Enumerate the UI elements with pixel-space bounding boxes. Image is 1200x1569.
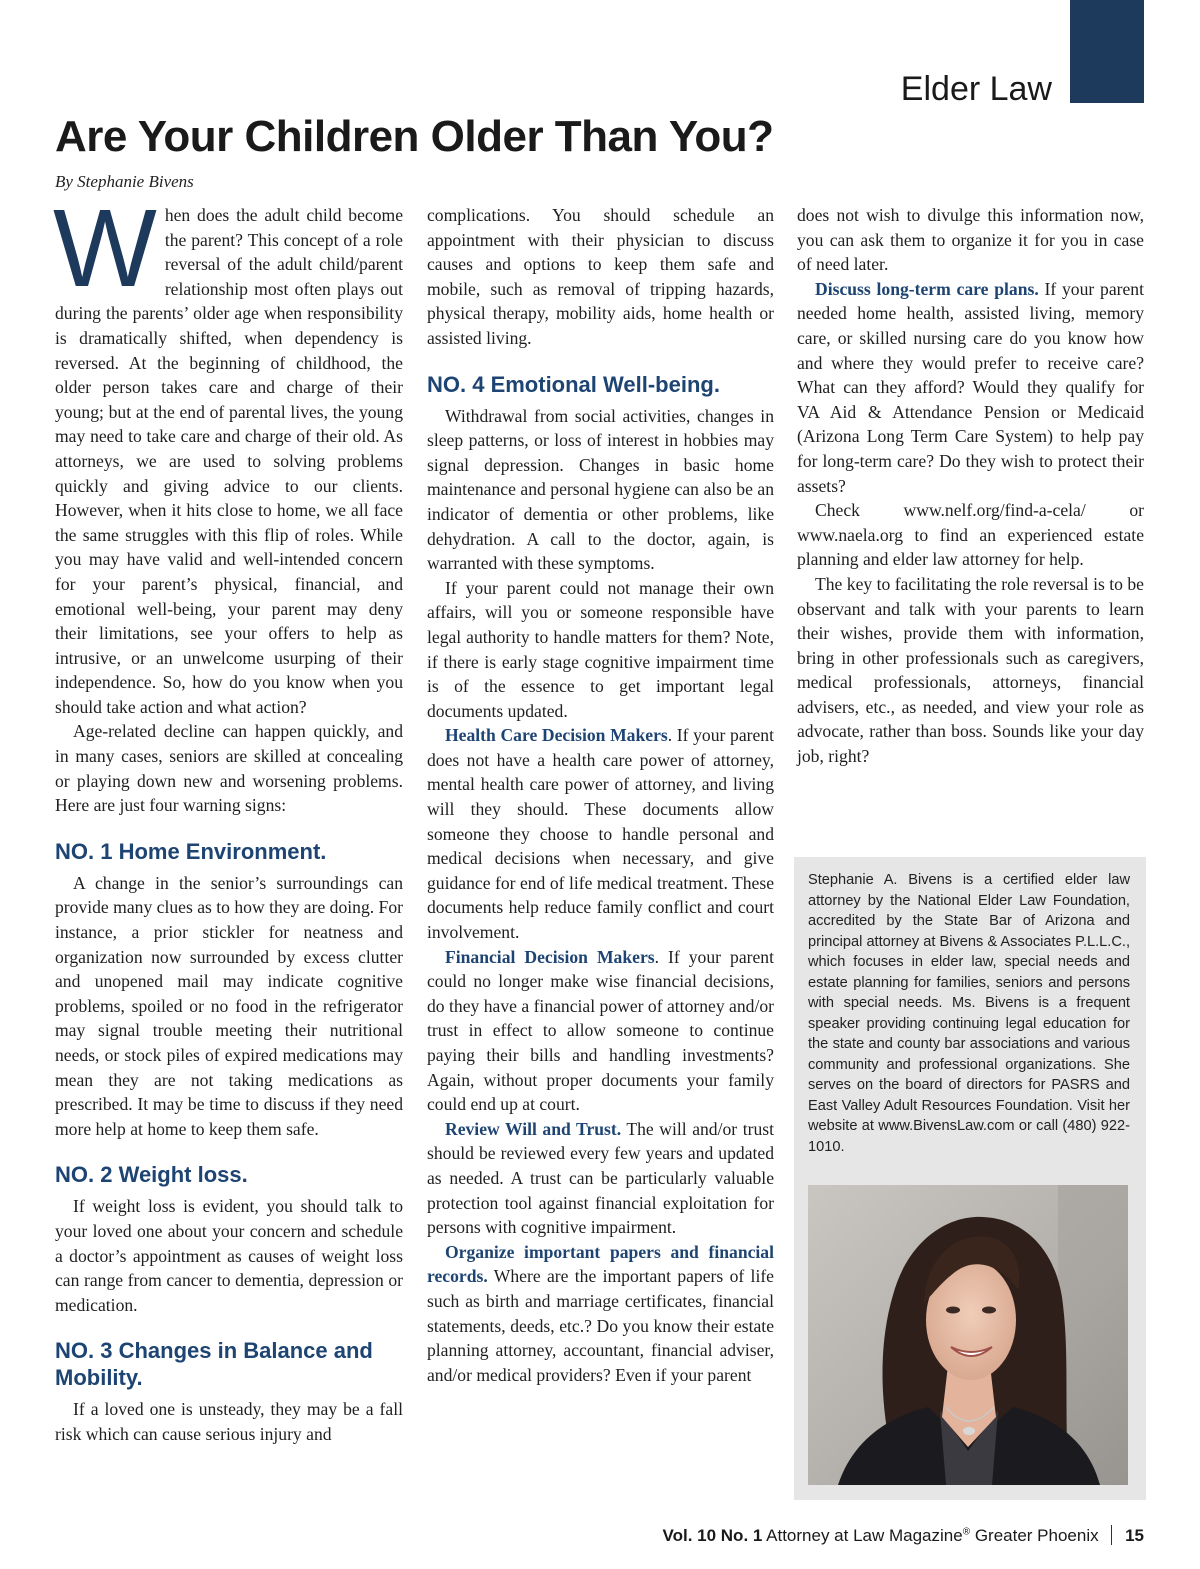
lead-long-term-care: Discuss long-term care plans. bbox=[815, 278, 1039, 299]
paragraph-balance-continued: complications. You should schedule an appointment with their physician to discuss causes and options to keep them safe and mobile, such as removal of tripping hazards, physical therapy, mobility aids, home health or assisted living. bbox=[427, 205, 774, 348]
heading-balance-mobility: NO. 3 Changes in Balance and Mobility. bbox=[55, 1338, 373, 1391]
text-will-trust: The will and/or trust should be reviewed every few years and updated as needed. A trust can be particularly valuable protection tool against financial exploitation for persons with cognitive impairment. bbox=[427, 1118, 774, 1238]
text-papers: Where are the important papers of life such as birth and marriage certificates, financial statements, deeds, etc.? Do you know their estate planning attorney, accountant, financial adviser, and/or medical providers? Even if your parent bbox=[427, 1266, 774, 1385]
lead-will-trust: Review Will and Trust. bbox=[445, 1118, 622, 1139]
footer-volume: Vol. 10 No. 1 bbox=[662, 1526, 763, 1545]
paragraph-health-care bbox=[427, 723, 774, 944]
section-label: Elder Law bbox=[900, 70, 1052, 108]
page-title: Are Your Children Older Than You? bbox=[55, 112, 774, 161]
paragraph-papers bbox=[427, 1240, 774, 1388]
heading-home-environment: NO. 1 Home Environment. bbox=[55, 838, 327, 864]
byline: By Stephanie Bivens bbox=[55, 172, 194, 191]
footer-divider bbox=[1111, 1525, 1112, 1545]
footer-magazine: Attorney at Law Magazine bbox=[766, 1526, 963, 1545]
lead-health-care: Health Care Decision Makers bbox=[445, 725, 668, 746]
paragraph-will-trust bbox=[427, 1117, 774, 1240]
footer-page-number: 15 bbox=[1125, 1526, 1144, 1545]
text-financial: . If your parent could no longer make wise financial decisions, do they have a financial power of attorney and/or trust in effect to allow someone to continue paying their bills and handling investments? Again, without proper documents your family could end up at court. bbox=[427, 946, 774, 1115]
text-long-term-care: If your parent needed home health, assisted living, memory care, or skilled nursing care do you know how and where they would prefer to receive care? What can they afford? Would they qualify for VA Aid & Attendance Pension or Medicaid (Arizona Long Term Care System) to help pay for long-term care? Do they wish to protect their assets? bbox=[797, 278, 1144, 496]
lead-financial: Financial Decision Makers bbox=[445, 946, 655, 967]
author-bio-box bbox=[794, 857, 1146, 1500]
paragraph-emotional: Withdrawal from social activities, changes in sleep patterns, or loss of interest in hobbies may signal depression. Changes in basic home maintenance and personal hygiene can also be an indicator of dementia or other problems, like dehydration. A call to the doctor, again, is warranted with these symptoms. bbox=[427, 405, 774, 574]
drop-cap: W bbox=[53, 187, 157, 310]
article-column-2 bbox=[427, 203, 774, 1387]
author-photo bbox=[808, 1185, 1128, 1485]
paragraph-home-environment: A change in the senior’s surroundings can provide many clues as to how they are doing. For instance, a prior stickler for neatness and organization now surrounded by excess clutter and unopened mail may indicate cognitive problems, spoiled or no food in the refrigerator may signal trouble meeting their nutritional needs, or stock piles of expired medications may mean they are not taking medications as prescribed. It may be time to discuss if they need more help at home to keep them safe. bbox=[55, 872, 403, 1139]
paragraph-balance-start: If a loved one is unsteady, they may be a fall risk which can cause serious injury and bbox=[55, 1399, 403, 1444]
heading-emotional-wellbeing: NO. 4 Emotional Well-being. bbox=[427, 371, 720, 397]
paragraph-long-term-care bbox=[797, 277, 1144, 498]
intro-text: hen does the adult child become the parent? This concept of a role reversal of the adult child/parent relationship most often plays out during the parents’ older age when responsibility is dramatically shifted, when dependency is reversed. At the beginning of childhood, the older person takes care and charge of their young; but at the end of parental lives, the young may need to take care and charge of their old. As attorneys, we are used to solving problems quickly and giving advice to our clients. However, when it hits close to home, we all face the same struggles with this flip of roles. While you may have valid and well-intended concern for your parent’s physical, financial, and emotional well-being, your parent may deny their limitations, see your offers to help as intrusive, or an unwelcome usurping of their independence. So, how do you know when you should take action and what action? bbox=[55, 205, 403, 717]
footer-region: Greater Phoenix bbox=[974, 1526, 1099, 1545]
footer-registered-mark: ® bbox=[962, 1526, 971, 1538]
page-footer bbox=[663, 1525, 1144, 1546]
paragraph-weight-loss: If weight loss is evident, you should talk to your loved one about your concern and schedule a doctor’s appointment as causes of weight loss can range from cancer to dementia, depression or medication. bbox=[55, 1196, 403, 1315]
author-bio-text: Stephanie A. Bivens is a certified elder law attorney by the National Elder Law Foundation, accredited by the State Bar of Arizona and principal attorney at Bivens & Associates P.L.L.C., which focuses in elder law, special needs and estate planning for families, seniors and persons with special needs. Ms. Bivens is a frequent speaker providing continuing legal education for the state and county bar associations and various community and professional organizations. She serves on the board of directors for PASRS and East Valley Adult Resources Foundation. Visit her website at www.BivensLaw.com or call (480) 922-1010. bbox=[808, 872, 1130, 1155]
paragraph-financial bbox=[427, 945, 774, 1117]
text-health-care: . If your parent does not have a health care power of attorney, mental health care power of attorney, and living will they should. These documents allow someone they choose to handle personal and medical decisions when necessary, and give guidance for end of life medical treatment. These documents help reduce family conflict and court involvement. bbox=[427, 725, 774, 943]
article-column-3 bbox=[797, 203, 1144, 769]
lead-papers: Organize important papers and financial records. bbox=[427, 1241, 774, 1287]
intro-paragraph bbox=[53, 187, 403, 719]
paragraph-papers-continued: does not wish to divulge this information now, you can ask them to organize it for you in case of need later. bbox=[797, 205, 1144, 275]
heading-weight-loss: NO. 2 Weight loss. bbox=[55, 1162, 248, 1188]
intro-paragraph-2: Age-related decline can happen quickly, and in many cases, seniors are skilled at concealing or playing down new and worsening problems. Here are just four warning signs: bbox=[55, 721, 403, 816]
paragraph-check-websites: Check www.nelf.org/find-a-cela/ or www.naela.org to find an experienced estate planning and elder law attorney for help. bbox=[797, 500, 1144, 570]
article-column-1 bbox=[53, 187, 403, 1447]
paragraph-affairs: If your parent could not manage their own affairs, will you or someone responsible have legal authority to handle matters for them? Note, if there is early stage cognitive impairment time is of the essence to get important legal documents updated. bbox=[427, 577, 774, 721]
paragraph-key-conclusion: The key to facilitating the role reversal is to be observant and talk with your parents to learn their wishes, provide them with information, bring in other professionals such as caregivers, medical professionals, attorneys, financial advisers, etc., as needed, and view your role as advocate, rather than boss. Sounds like your day job, right? bbox=[797, 573, 1144, 767]
corner-color-block bbox=[1070, 0, 1144, 103]
